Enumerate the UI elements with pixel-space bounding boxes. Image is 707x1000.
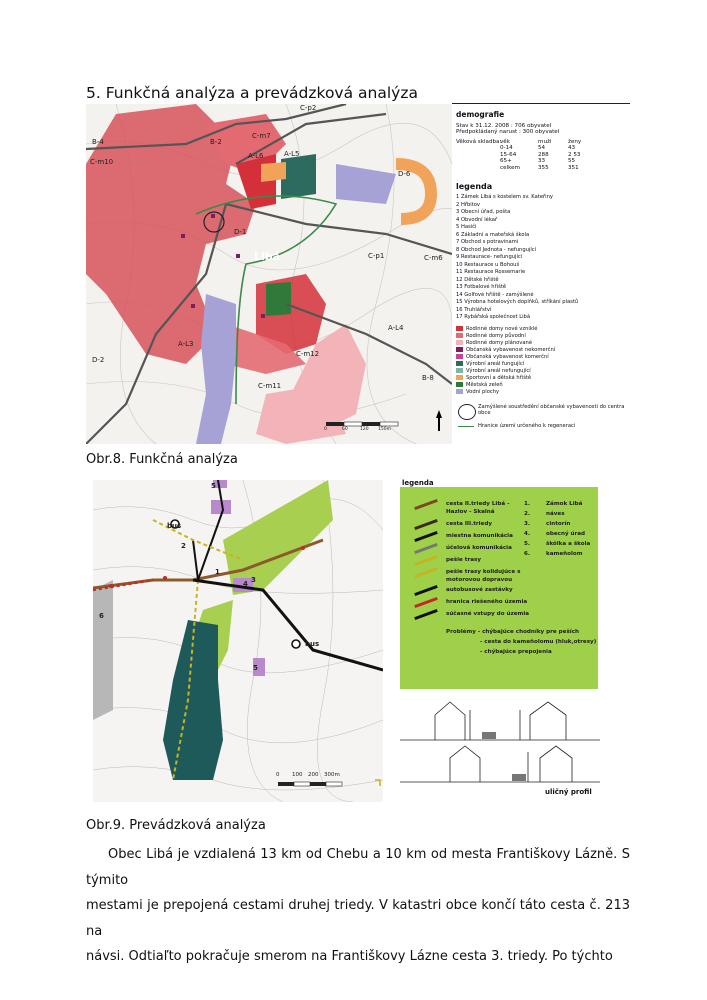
- legend-title: legenda: [456, 182, 493, 191]
- age-table-cell: celkem: [500, 164, 521, 171]
- legend-item: 16 Truhlářství: [456, 306, 492, 313]
- scale-tick-label: 0: [324, 427, 327, 432]
- zone-label: C-m6: [424, 254, 443, 262]
- traffic-legend-item: pešie trasy: [446, 557, 481, 563]
- age-table-cell: 65+: [500, 158, 512, 164]
- map-marker-label: 3: [251, 576, 256, 584]
- age-table-cell: 351: [568, 164, 579, 171]
- legend-item: 13 Fotbalové hřiště: [456, 284, 507, 290]
- legend-category-label: Výrobní areál nefungující: [466, 367, 531, 374]
- map-marker-label: bus: [305, 640, 320, 648]
- map-marker-label: 6: [99, 612, 104, 620]
- legend-item: 12 Dětské hřiště: [456, 276, 499, 283]
- town-label: Libá: [254, 250, 281, 263]
- legend-category-label: Sportovní a dětská hřiště: [466, 374, 532, 381]
- age-table-header: věk: [500, 138, 510, 145]
- legend-swatch: [456, 340, 463, 345]
- legend-item: 2 Hřbitov: [456, 201, 480, 208]
- zone-label: A-L4: [388, 324, 404, 332]
- traffic-legend-panel: [400, 479, 598, 689]
- traffic-legend-item: súčasné vstupy do územia: [446, 611, 530, 617]
- street-profile-label: uličný profil: [545, 788, 592, 796]
- legend-swatch: [456, 361, 463, 366]
- traffic-legend-symbol: [414, 543, 438, 554]
- traffic-legend-symbol: [414, 609, 438, 620]
- scale-tick-label: 300m: [324, 772, 340, 778]
- regeneration-line-symbol: [458, 426, 474, 427]
- traffic-legend-symbol: [414, 597, 438, 608]
- legend-swatch: [456, 333, 463, 338]
- centre-circle-symbol: [458, 404, 476, 420]
- traffic-legend-item: autobusové zastávky: [446, 587, 513, 593]
- legend-category-label: Občanská vybavenost komerční: [466, 353, 549, 360]
- zone-label: A-L6: [248, 152, 264, 160]
- traffic-legend-place: obecný úrad: [546, 531, 586, 537]
- figure1-caption: Obr.8. Funkčná analýza: [86, 452, 238, 467]
- legend-item: 9 Restaurace- nefungující: [456, 254, 523, 260]
- map-marker-label: bus: [167, 522, 182, 530]
- legend-swatch: [456, 375, 463, 380]
- age-table-cell: 43: [568, 145, 576, 151]
- scale-tick-label: 200: [308, 772, 319, 778]
- legend-category-label: Vodní plochy: [466, 388, 500, 395]
- zone-label: B-4: [92, 138, 104, 146]
- legend-item: 15 Výrobna hotelových doplňků, stříkání plastů: [456, 299, 579, 305]
- legend-footer-2: Hranice území určeného k regeneraci: [478, 423, 576, 429]
- legend-item: 8 Obchod Jednota - nefungující: [456, 246, 537, 253]
- traffic-legend-item: miestna komunikácia: [446, 533, 513, 539]
- traffic-legend-number: 1.: [524, 501, 531, 507]
- traffic-legend-number: 4.: [524, 531, 531, 537]
- map-marker-label: 5: [253, 664, 258, 672]
- legend-swatch: [456, 326, 463, 331]
- traffic-legend-place: cintorín: [546, 521, 571, 527]
- traffic-legend-item: cesta III.triedy: [446, 521, 492, 527]
- age-table-cell: 33: [538, 158, 546, 164]
- figure2-caption: Obr.9. Prevádzková analýza: [86, 818, 266, 833]
- zone-label: C-m10: [90, 158, 114, 166]
- scale-tick-label: 120: [360, 427, 369, 432]
- traffic-legend-place: kameňolom: [546, 551, 583, 557]
- legend-item: 10 Restaurace u Bohouš: [456, 261, 520, 268]
- traffic-analysis-map: [93, 480, 383, 802]
- legend-category-label: Rodinné domy plánované: [466, 339, 533, 346]
- map-marker-label: 5: [211, 482, 216, 490]
- paragraph-line-3: návsi. Odtiaľto pokračuje smerom na Františkovy Lázne cesta 3. triedy. Po týchto: [86, 949, 613, 964]
- street-profile-sketch: [400, 690, 610, 802]
- street-profile-drawing: [400, 690, 610, 802]
- legend-category-label: Městská zeleň: [466, 381, 503, 388]
- zone-label: D-1: [234, 228, 247, 236]
- traffic-legend-symbol: [414, 531, 438, 542]
- body-paragraph: [86, 842, 630, 970]
- traffic-legend-item: hranica riešeného územia: [446, 599, 528, 605]
- traffic-legend-symbol: [414, 585, 438, 596]
- legend-item: 6 Základní a mateřská škola: [456, 231, 530, 238]
- scale-tick-label: 0: [276, 772, 280, 778]
- traffic-legend-symbol: [414, 567, 438, 578]
- paragraph-line-1: Obec Libá je vzdialená 13 km od Chebu a 10 km od mesta Františkovy Lázně. S týmito: [86, 847, 630, 888]
- legend-swatch: [456, 389, 463, 394]
- age-table-cell: 288: [538, 151, 549, 158]
- demography-line-1: Stav k 31.12. 2008 : 706 obyvatel: [456, 122, 552, 129]
- traffic-legend-item: cesta II.triedy Libá -: [446, 501, 510, 507]
- age-table-header: muži: [538, 138, 552, 145]
- problem-note: - cesta do kameňolomu (hluk,otresy): [480, 639, 597, 645]
- zone-label: A-L5: [284, 150, 300, 158]
- map-marker-label: 4: [243, 580, 248, 588]
- problem-note: Problémy - chýbajúce chodníky pre peších: [446, 629, 579, 635]
- zone-label: D-6: [398, 170, 411, 178]
- legend-footer-1: Zamýšlené soustředění občanské vybavenosti do centra obce: [478, 404, 625, 416]
- north-arrow-shaft: [438, 417, 440, 431]
- zone-label: C-m11: [258, 382, 282, 390]
- legend-swatch: [456, 368, 463, 373]
- traffic-legend-item: účelová komunikácia: [446, 545, 512, 551]
- legend-category-label: Výrobní areál fungující: [466, 360, 525, 367]
- scale-tick-label: 100: [292, 772, 303, 778]
- demography-line-2: Předpokládaný narust : 300 obyvatel: [456, 129, 560, 135]
- legend-item: 14 Golfové hřiště - zamýšlené: [456, 291, 534, 298]
- legend-swatch: [456, 382, 463, 387]
- traffic-legend-number: 6.: [524, 551, 531, 557]
- age-table-header: ženy: [568, 138, 582, 145]
- functional-map-drawing: [86, 104, 452, 444]
- zone-label: C-m7: [252, 132, 271, 140]
- zone-label: C-p1: [368, 252, 385, 260]
- legend-item: 11 Restaurace Rossemarie: [456, 269, 526, 275]
- traffic-legend-symbol: [414, 555, 438, 566]
- legend-item: 3 Obecní úřad, pošta: [456, 209, 511, 215]
- functional-legend-panel: [452, 104, 630, 444]
- legend-category-label: Občanská vybavenost nekomerční: [466, 346, 556, 353]
- section-heading: 5. Funkčná analýza a prevádzková analýza: [86, 84, 418, 102]
- scale-tick-label: 150m: [378, 427, 391, 432]
- map-marker-label: 2: [181, 542, 186, 550]
- age-table-cell: 54: [538, 145, 546, 151]
- zone-label: B-2: [210, 138, 222, 146]
- traffic-legend-item: motorovou dopravou: [446, 577, 513, 583]
- traffic-legend-number: 5.: [524, 541, 531, 547]
- traffic-legend-item: Hazlov - Skalná: [446, 509, 495, 515]
- legend-item: 1 Zámek Libá s kostelem sv. Kateřiny: [456, 194, 553, 200]
- traffic-legend-place: náves: [546, 511, 565, 517]
- problem-note: - chýbajúce prepojenia: [480, 649, 552, 655]
- demography-title: demografie: [456, 110, 505, 119]
- traffic-legend-item: pešie trasy kolidujúce s: [446, 569, 521, 575]
- legend-category-label: Rodinné domy původní: [466, 332, 526, 339]
- zone-label: C-m12: [296, 350, 320, 358]
- legend-item: 17 Rybářská společnost Libá: [456, 314, 530, 320]
- zone-label: A-L3: [178, 340, 194, 348]
- legend-swatch: [456, 347, 463, 352]
- traffic-legend-place: Zámok Libá: [546, 501, 583, 507]
- map-marker-label: 1: [215, 568, 220, 576]
- zone-label: B-8: [422, 374, 434, 382]
- zone-label: C-p2: [300, 104, 317, 112]
- demography-block: [456, 112, 626, 183]
- age-table-cell: 0-14: [500, 145, 513, 151]
- legend-category-label: Rodinné domy nové vzniklé: [466, 325, 538, 332]
- traffic-legend-number: 2.: [524, 511, 531, 517]
- age-table-cell: 15-64: [500, 151, 517, 158]
- traffic-map-drawing: [93, 480, 383, 802]
- traffic-legend-symbol: [414, 499, 438, 510]
- zone-label: D-2: [92, 356, 105, 364]
- functional-analysis-map: [86, 104, 452, 444]
- traffic-legend-place: škôlka a škola: [546, 541, 591, 547]
- legend-item: 7 Obchod s potravinami: [456, 239, 519, 245]
- age-table-cell: 55: [568, 158, 576, 164]
- age-table-cell: 2 53: [568, 151, 581, 158]
- legend-swatch: [456, 354, 463, 359]
- traffic-legend-symbol: [414, 519, 438, 530]
- paragraph-line-2: mestami je prepojená cestami druhej triedy. V katastri obce končí táto cesta č. 213 na: [86, 898, 630, 939]
- traffic-legend-number: 3.: [524, 521, 531, 527]
- age-table-cell: 355: [538, 164, 549, 171]
- age-table-label: Věková skladba:: [456, 138, 502, 145]
- scale-tick-label: 60: [342, 427, 348, 432]
- traffic-legend-title: legenda: [402, 479, 434, 487]
- legend-item: 4 Obvodní lékař: [456, 216, 498, 223]
- legend-item: 5 Hasiči: [456, 224, 477, 230]
